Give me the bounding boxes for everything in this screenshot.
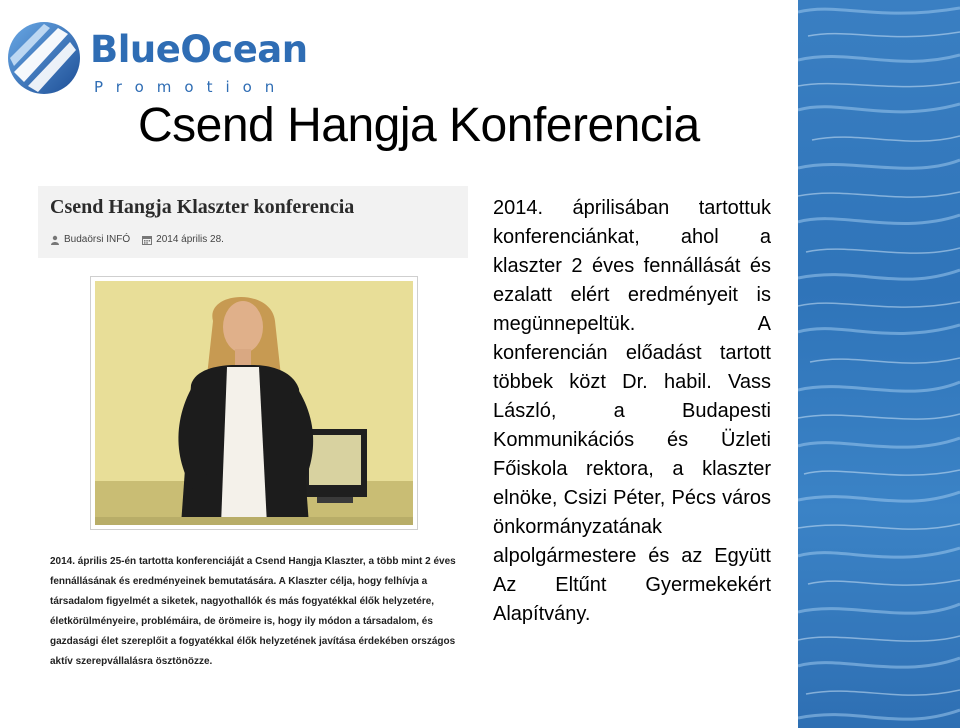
- slide-body-text: 2014. áprilisában tartottuk konferenciánkat, ahol a klaszter 2 éves fennállását és ezalatt elért eredményeit is megünnepeltük. A konferencián előadást tartott többek közt Dr. habil. Vass László, a Budapesti Kommunikációs és Üzleti Főiskola rektora, a klaszter elnöke, Csizi Péter, Pécs város önkormányzatának alpolgármestere és az Együtt Az Eltűnt Gyermekekért Alapítvány.: [493, 197, 771, 625]
- clipping-photo: [95, 281, 413, 525]
- blueocean-logo-icon: [6, 20, 82, 96]
- ocean-wave-panel: [798, 0, 960, 728]
- clipping-meta: [50, 234, 224, 245]
- author-icon: [50, 235, 60, 245]
- woman-portrait-illustration: [95, 281, 413, 525]
- logo-wordmark: BlueOcean: [90, 28, 308, 71]
- calendar-icon: [142, 235, 152, 245]
- logo-tagline: Promotion: [94, 78, 288, 96]
- clipping-photo-frame: [90, 276, 418, 530]
- clipping-date: 2014 április 28.: [156, 234, 224, 245]
- clipping-body: 2014. április 25-én tartotta konferenciáját a Csend Hangja Klaszter, a több mint 2 éves fennállásának és eredményeinek bemutatására. A Klaszter célja, hogy felhívja a társadalom figyelmét a siketek, nagyothallók és más fogyatékkal élők helyzetére, életkörülményeire, problémáira, de örömeire is, hogy ily módon a társadalom, és gazdasági élet szereplőit a fogyatékkal élők helyzetének javítása érdekében országos aktív szerepvállalásra ösztönözze.: [50, 556, 456, 667]
- slide-title: Csend Hangja Konferencia: [138, 99, 700, 152]
- blueocean-logo: [6, 18, 308, 98]
- news-clipping: [38, 186, 468, 676]
- clipping-source: Budaörsi INFÓ: [64, 234, 131, 245]
- clipping-headline: Csend Hangja Klaszter konferencia: [50, 196, 355, 218]
- clipping-header: [38, 186, 468, 258]
- wave-pattern: [798, 0, 960, 728]
